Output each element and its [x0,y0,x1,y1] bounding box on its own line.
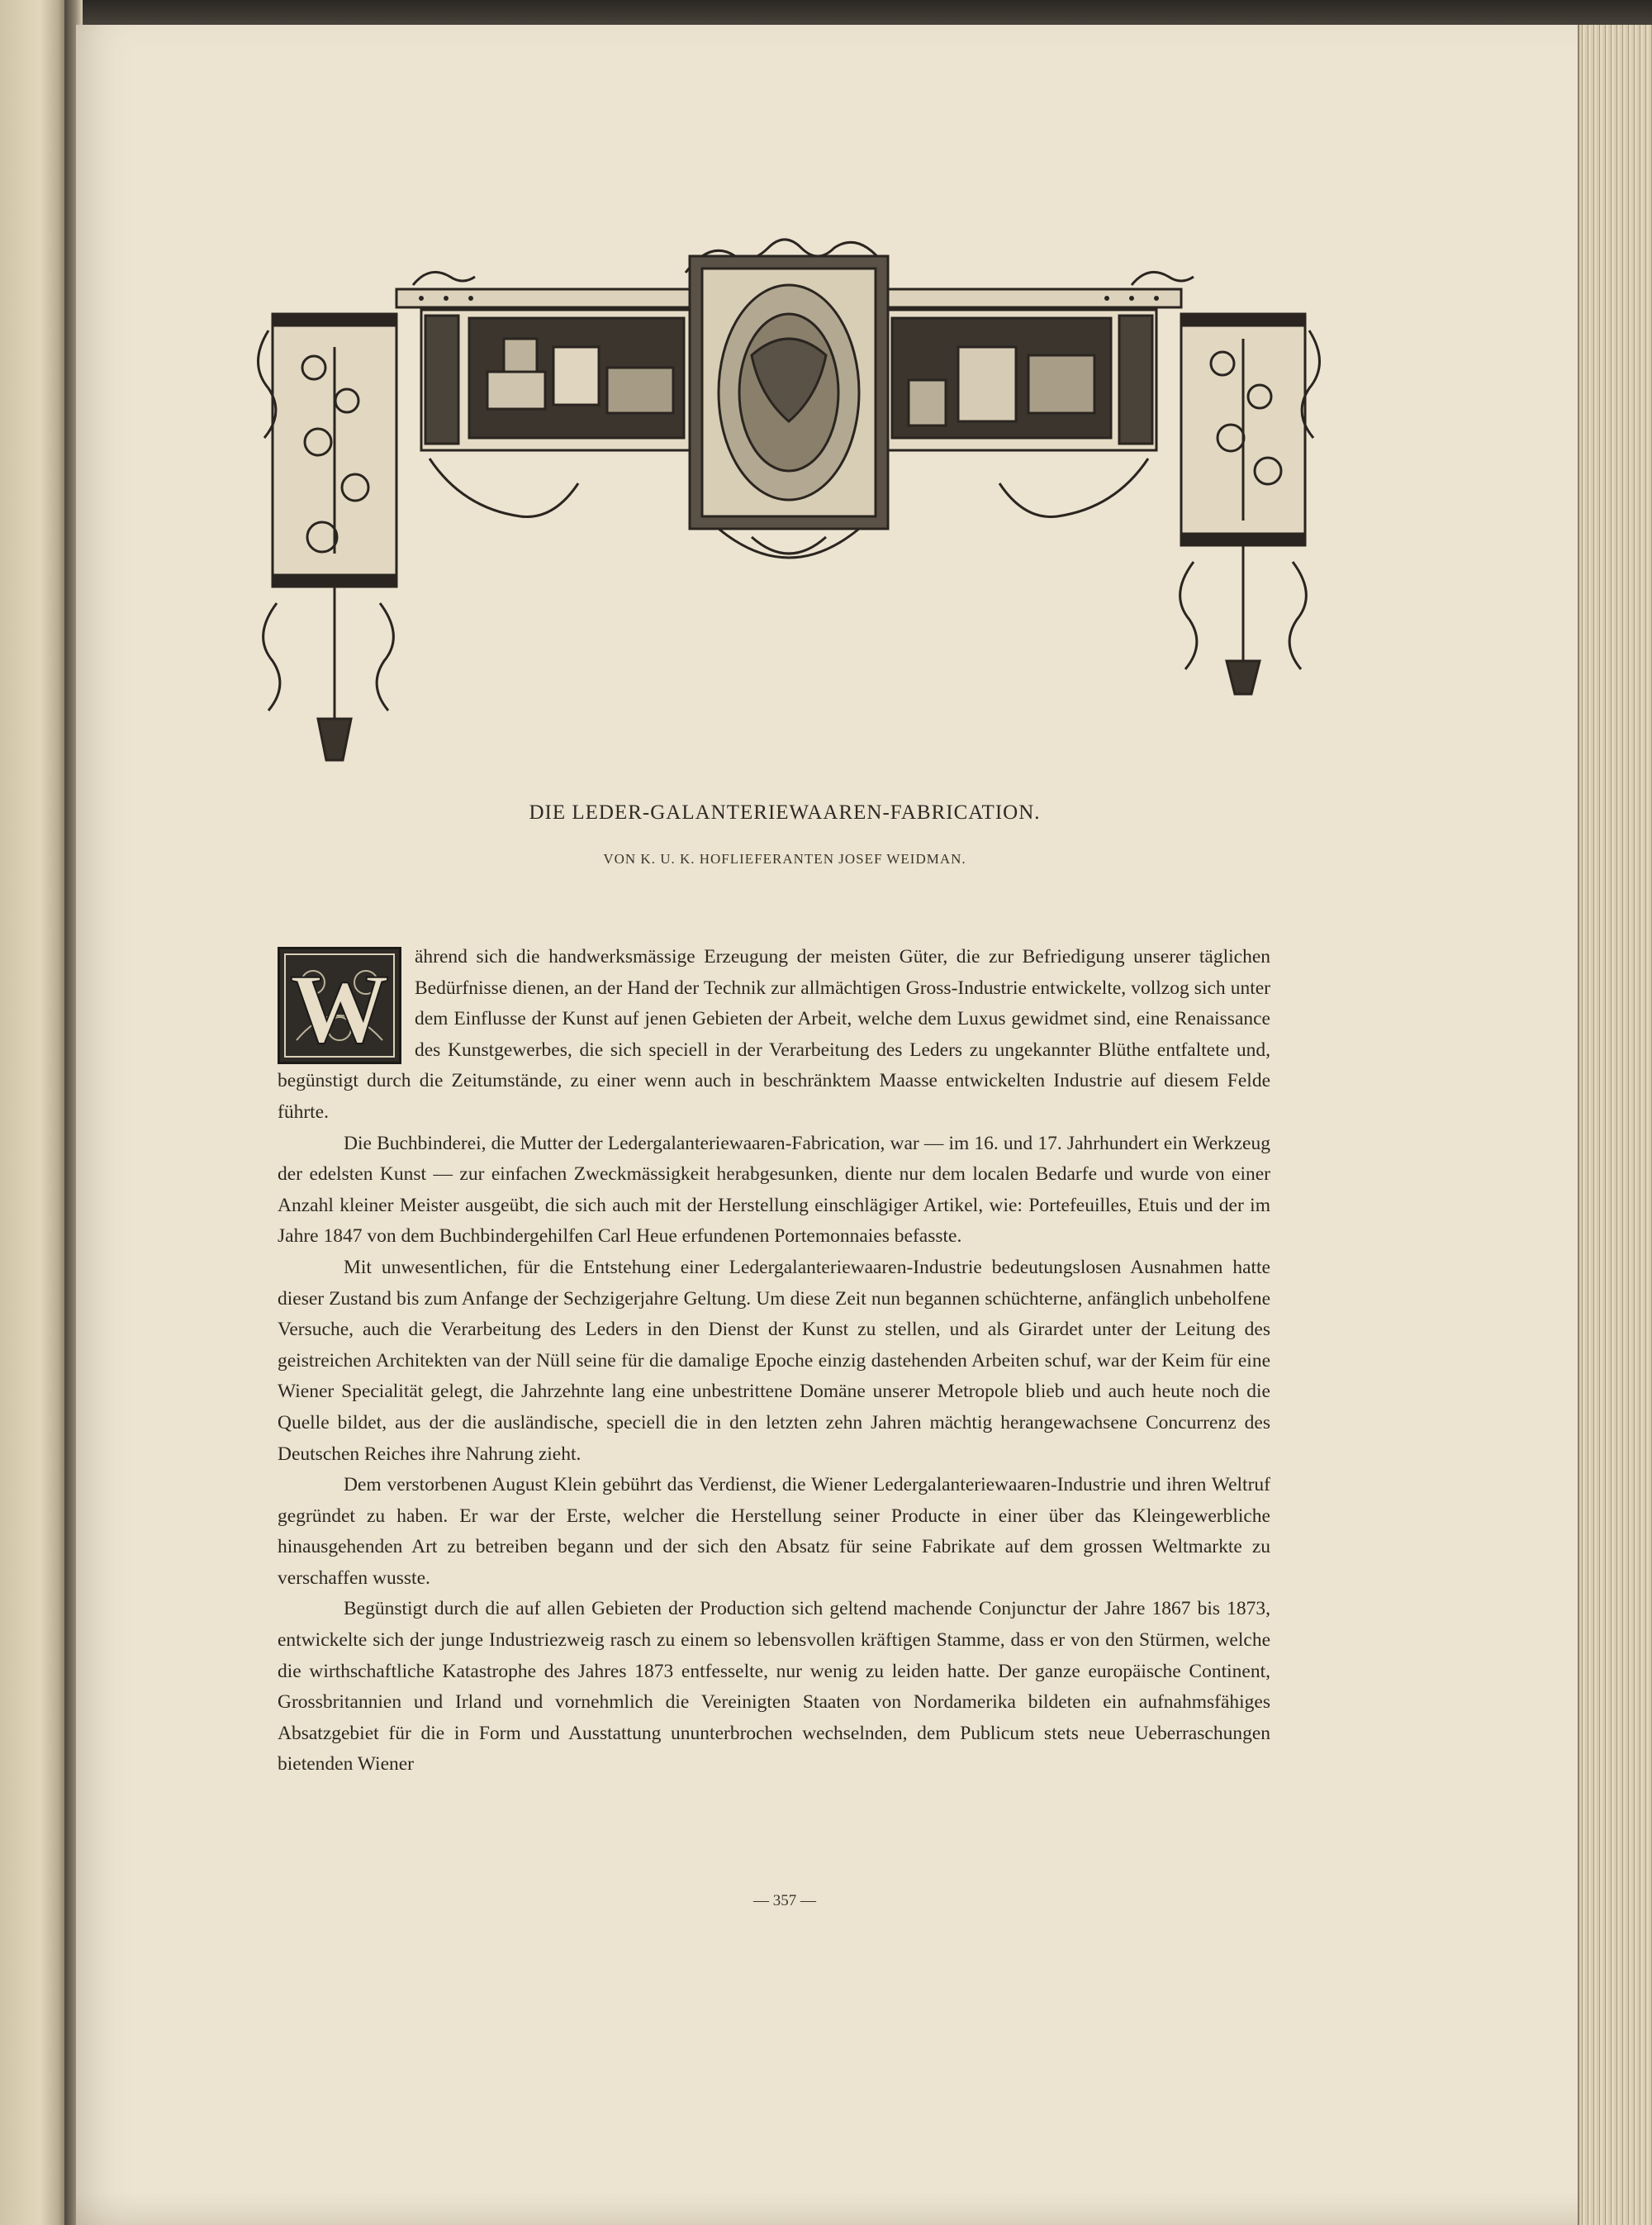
initial-letter: W [290,953,389,1062]
paragraph-5: Begünstigt durch die auf allen Gebieten der Production sich geltend machende Conjunctur der Jahre 1867 bis 1873, entwickelte sich der junge Industriezweig rasch zu einem so lebensvollen kräftigen Stamme, dass er von den Stürmen, welche die wirthschaftliche Katastrophe des Jahres 1873 entfesselte, nur wenig zu leiden hatte. Der ganze europäische Continent, Grossbritannien und Irland und vornehmlich die Vereinigten Staaten von Nordamerika bildeten ein aufnahmsfähiges Absatzgebiet für die in Form und Ausstattung ununterbrochen wechselnden, dem Publicum stets neue Ueberraschungen bietenden Wiener [278,1598,1270,1776]
article-byline: VON K. U. K. HOFLIEFERANTEN JOSEF WEIDMAN. [603,851,966,867]
paragraph-2: Die Buchbinderei, die Mutter der Ledergalanteriewaaren-Fabrication, war — im 16. und 17. Jahrhundert ein Werkzeug der edelsten Kunst — zur einfachen Zweckmässigkeit herabgesunken, diente nur dem localen Bedarfe und wurde von einer Anzahl kleiner Meister ausgeübt, die sich auch mit der Herstellung einschlägiger Artikel, wie: Portefeuilles, Etuis und der im Jahre 1847 von dem Buchbindergehilfen Carl Heue erfundenen Portemonnaies befasste. [278,1132,1270,1248]
paragraph-1 [278,942,1270,1129]
scan-top-edge [0,0,1652,28]
page-number: — 357 — [753,1892,816,1909]
previous-page-edge [0,0,73,2225]
article-title: DIE LEDER-GALANTERIEWAAREN-FABRICATION. [529,801,1041,824]
decorated-initial-w [278,947,401,1064]
header-ornament-engraving [256,223,1322,785]
article-body [278,942,1270,1780]
paragraph-3: Mit unwesentlichen, für die Entstehung einer Ledergalanteriewaaren-Industrie bedeutungslosen Ausnahmen hatte dieser Zustand bis zum Anfange der Sechzigerjahre Geltung. Um diese Zeit nun begannen schüchterne, anfänglich unbeholfene Versuche, auch die Verarbeitung des Leders in den Dienst der Kunst zu stellen, und als Girardet unter der Leitung des geistreichen Architekten van der Nüll seine für die damalige Epoche einzig dastehenden Arbeiten schuf, war der Keim für eine Wiener Specialität gelegt, die Jahrzehnte lang eine unbestrittene Domäne unserer Metropole blieb und auch heute noch die Quelle bildet, aus der die ausländische, speciell die in den letzten zehn Jahren mächtig herangewachsene Concurrenz des Deutschen Reiches ihre Nahrung zieht. [278,1256,1270,1465]
page-bottom-shade [76,2192,1579,2225]
paragraph-1-text: ährend sich die handwerksmässige Erzeugung der meisten Güter, die zur Befriedigung unserer täglichen Bedürfnisse dienen, an der Hand der Technik zur allmächtigen Gross-Industrie entwickelte, vollzog sich unter dem Einflusse der Kunst auf jenen Gebieten der Arbeit, welche dem Luxus gewidmet sind, eine Renaissance des Kunstgewerbes, die sich speciell in der Verarbeitung des Leders zu ungekannter Blüthe entfaltete und, begünstigt durch die Zeitumstände, zu einer wenn auch in beschränktem Maasse entwickelten Industrie auf diesem Felde führte. [278,946,1270,1123]
paragraph-4: Dem verstorbenen August Klein gebührt das Verdienst, die Wiener Ledergalanteriewaaren-Industrie und ihren Weltruf gegründet zu haben. Er war der Erste, welcher die Herstellung seiner Producte in einer über das Kleingewerbliche hinausgehenden Art zu betreiben begann und der sich den Absatz für seine Fabrikate auf dem grossen Weltmarkte zu verschaffen wusste. [278,1474,1270,1589]
page-stack-edges [1578,25,1652,2225]
